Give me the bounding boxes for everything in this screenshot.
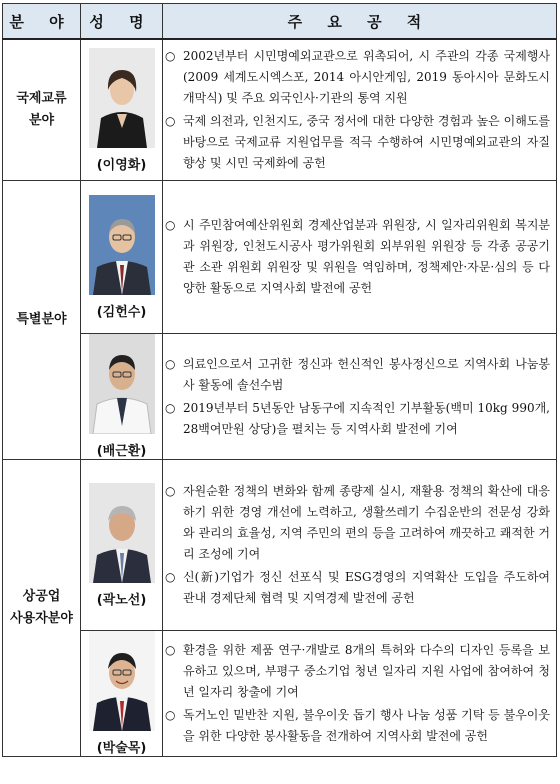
bullet-icon: ○ [165, 400, 176, 415]
header-field: 분 야 [3, 4, 81, 40]
bullet-icon: ○ [165, 708, 176, 722]
person-name: (곽노선) [96, 592, 147, 608]
awards-table [2, 3, 557, 757]
table-row [3, 39, 557, 181]
achievement-item: ○ 의료인으로서 고귀한 정신과 헌신적인 봉사정신으로 지역사회 나눔봉사 활동에 솔선수범 [163, 354, 556, 396]
field-label: 상공업 [22, 589, 61, 604]
person-cell [81, 460, 163, 631]
portrait-photo [89, 483, 155, 583]
achievement-item: ○ 시 주민참여예산위원회 경제산업분과 위원장, 시 일자리위원회 복지분과 위원장, 인천도시공사 평가위원회 외부위원 위원장 등 각종 공공기관 소관 위원회 위원장 및 위원을 역임하며, 정책제안·자문·심의 등 다양한 활동으로 지역사회 발전에 공헌 [163, 215, 556, 299]
achievement-item: ○ 2002년부터 시민명예외교관으로 위촉되어, 시 주관의 각종 국제행사(2009 세계도시엑스포, 2014 아시안게임, 2019 동아시아 문화도시 개막식) 및 주요 외국인사·기관의 통역 지원 [163, 46, 556, 109]
bullet-icon: ○ [165, 484, 176, 498]
header-name: 성 명 [81, 4, 163, 40]
achievement-cell [163, 39, 557, 181]
table-row [3, 631, 557, 757]
achievement-cell [163, 181, 557, 334]
field-label: 특별분야 [16, 312, 67, 327]
field-label: 사용자분야 [10, 611, 73, 626]
header-achievement: 주 요 공 적 [163, 4, 557, 40]
person-cell [81, 181, 163, 334]
portrait-photo [89, 631, 155, 731]
achievement-item: ○ 국제 의전과, 인천지도, 중국 정서에 대한 다양한 경험과 높은 이해도를 바탕으로 국제교류 지원업무를 적극 수행하여 시민명예외교관의 자질 향상 및 시민 국제화에 공헌 [163, 111, 556, 174]
person-cell [81, 334, 163, 460]
portrait-photo [89, 48, 155, 148]
bullet-icon: ○ [165, 570, 176, 584]
bullet-icon: ○ [165, 49, 176, 63]
field-cell-commerce [3, 460, 81, 757]
achievement-item: ○ 독거노인 밑반찬 지원, 불우이웃 돕기 행사 나눔 성품 기탁 등 불우이웃을 위한 다양한 봉사활동을 전개하여 지역사회 발전에 공헌 [163, 705, 556, 747]
achievement-cell [163, 334, 557, 460]
achievement-item: ○ 환경을 위한 제품 연구·개발로 8개의 특허와 다수의 디자인 등록을 보유하고 있으며, 부평구 중소기업 청년 일자리 지원 사업에 참여하여 청년 일자리 창출에 기여 [163, 640, 556, 703]
person-cell [81, 39, 163, 181]
portrait-photo [89, 334, 155, 434]
person-cell [81, 631, 163, 757]
table-row [3, 181, 557, 334]
field-cell-special [3, 181, 81, 460]
achievement-cell [163, 460, 557, 631]
field-label: 분야 [28, 113, 55, 128]
bullet-icon: ○ [165, 114, 176, 128]
bullet-icon: ○ [165, 643, 176, 657]
person-name: (김헌수) [96, 304, 147, 320]
portrait-photo [89, 195, 155, 295]
person-name: (박술목) [96, 741, 147, 756]
field-label: 국제교류 [16, 91, 67, 106]
table-header-row [3, 4, 557, 40]
bullet-icon: ○ [165, 356, 176, 371]
achievement-item: ○ 자원순환 정책의 변화와 함께 종량제 실시, 재활용 정책의 확산에 대응하기 위한 경영 개선에 노력하고, 생활쓰레기 수집운반의 전문성 강화와 관리의 효율성, 지역 주민의 편의 등을 고려하여 깨끗하고 쾌적한 거리 조성에 기여 [163, 481, 556, 565]
field-cell-international [3, 39, 81, 181]
achievement-item: ○ 2019년부터 5년동안 남동구에 지속적인 기부활동(백미 10kg 990개, 28백여만원 상당)을 펼치는 등 지역사회 발전에 기여 [163, 398, 556, 440]
person-name: (배근환) [96, 444, 147, 459]
table-row [3, 460, 557, 631]
table-row [3, 334, 557, 460]
achievement-item: ○ 신(新)기업가 정신 선포식 및 ESG경영의 지역확산 도입을 주도하여 관내 경제단체 협력 및 지역경제 발전에 공헌 [163, 567, 556, 609]
bullet-icon: ○ [165, 218, 176, 232]
person-name: (이영화) [96, 157, 147, 173]
achievement-cell [163, 631, 557, 757]
